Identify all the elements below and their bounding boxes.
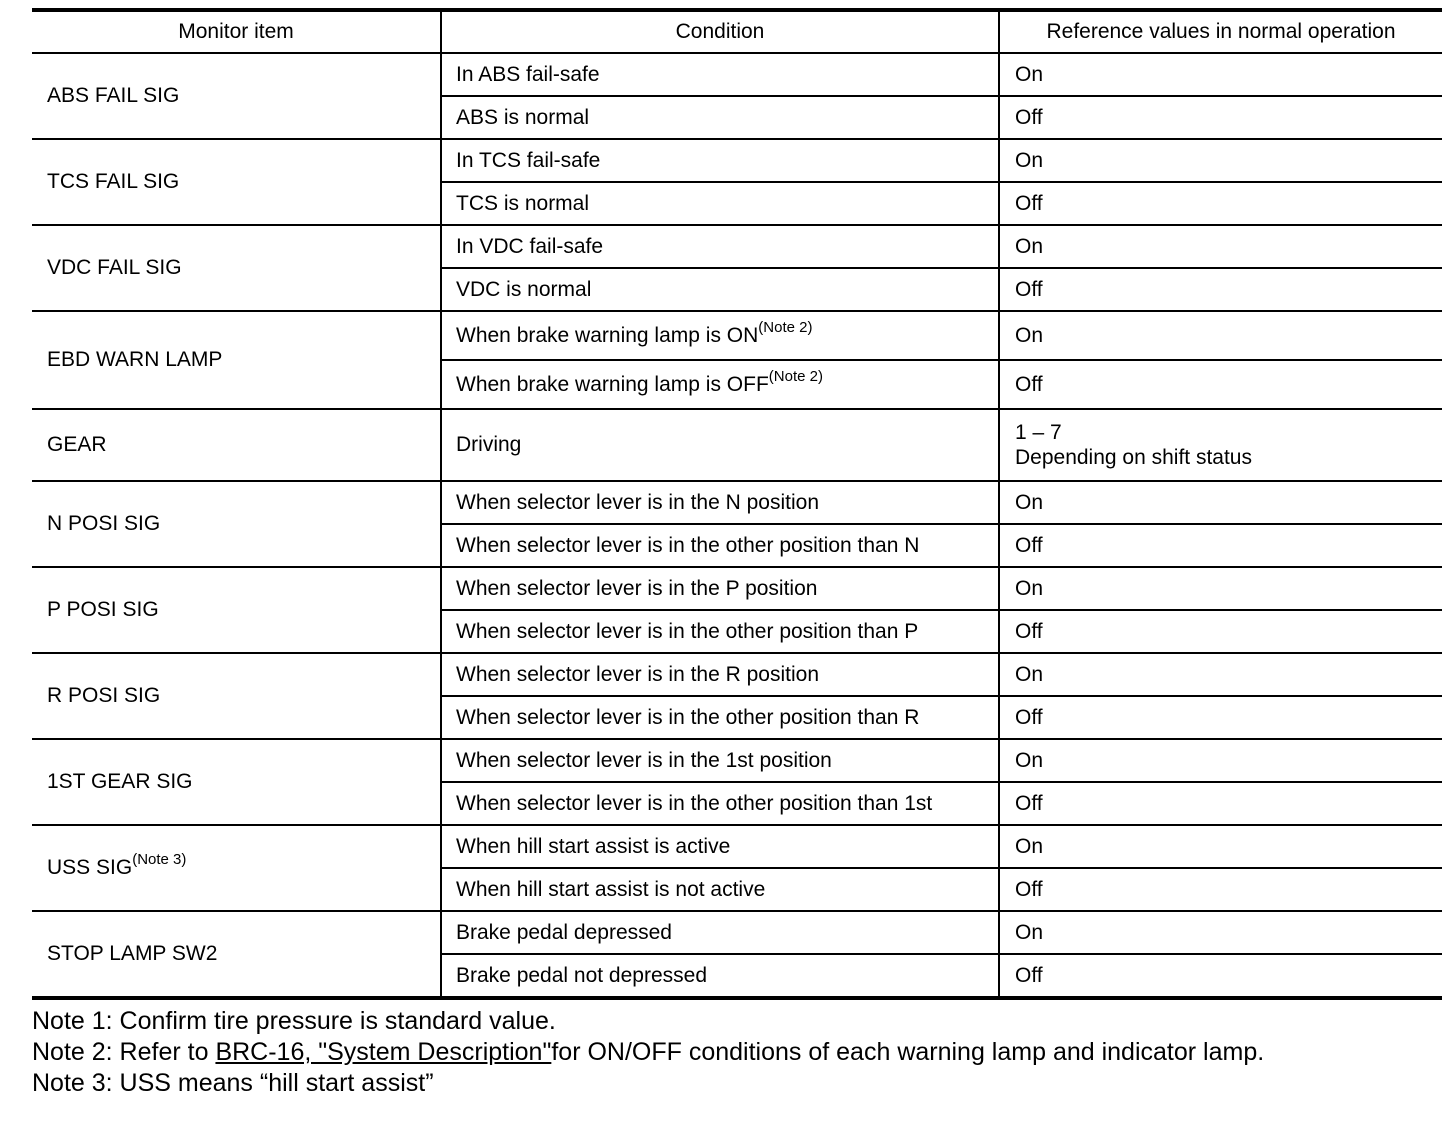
condition-cell (441, 225, 999, 268)
table-row (32, 409, 1442, 481)
condition-text: When selector lever is in the other position than R (456, 705, 920, 729)
reference-value: On (1015, 234, 1044, 258)
condition-text: ABS is normal (456, 105, 590, 129)
reference-value: Off (1015, 533, 1043, 557)
reference-value-cell (999, 782, 1442, 825)
monitor-item-label: TCS FAIL SIG (47, 170, 180, 194)
reference-value: On (1015, 62, 1044, 86)
note-ref: (Note 2) (768, 367, 823, 385)
table-row (32, 139, 1442, 182)
condition-text: When selector lever is in the P position (456, 576, 818, 600)
reference-value: Off (1015, 705, 1043, 729)
note-ref: (Note 3) (132, 851, 187, 869)
table-row (32, 739, 1442, 782)
reference-value-cell (999, 139, 1442, 182)
condition-cell (441, 53, 999, 96)
monitor-item-label: VDC FAIL SIG (47, 256, 182, 280)
condition-text: When hill start assist is not active (456, 877, 766, 901)
condition-text: When brake warning lamp is ON (456, 323, 759, 347)
condition-cell (441, 653, 999, 696)
brc-16-link[interactable]: BRC-16, "System Description" (215, 1038, 552, 1066)
reference-value-cell (999, 610, 1442, 653)
condition-text: In ABS fail-safe (456, 62, 600, 86)
condition-cell (441, 96, 999, 139)
monitor-item-label: ABS FAIL SIG (47, 84, 180, 108)
reference-value: On (1015, 748, 1044, 772)
condition-text: Brake pedal not depressed (456, 963, 708, 987)
condition-cell (441, 954, 999, 998)
monitor-item-cell (32, 409, 441, 481)
reference-value: Off (1015, 877, 1043, 901)
header-row (32, 10, 1442, 53)
reference-value-cell (999, 225, 1442, 268)
monitor-item-cell (32, 825, 441, 911)
condition-text: When selector lever is in the 1st position (456, 748, 832, 772)
document (32, 8, 1442, 1099)
reference-value-cell (999, 360, 1442, 409)
condition-cell (441, 139, 999, 182)
monitor-item-cell (32, 567, 441, 653)
monitor-item-cell (32, 53, 441, 139)
condition-text: In TCS fail-safe (456, 148, 601, 172)
reference-value: On (1015, 834, 1044, 858)
condition-text: When selector lever is in the other position than P (456, 619, 919, 643)
condition-cell (441, 825, 999, 868)
reference-value-cell (999, 182, 1442, 225)
monitor-item-cell (32, 225, 441, 311)
reference-value-cell (999, 653, 1442, 696)
monitor-item-label: R POSI SIG (47, 684, 161, 708)
reference-value: On (1015, 662, 1044, 686)
condition-cell (441, 567, 999, 610)
table-row (32, 481, 1442, 524)
condition-text: When brake warning lamp is OFF (456, 372, 769, 396)
reference-value-cell (999, 96, 1442, 139)
note-1: Note 1: Confirm tire pressure is standard value. (32, 1007, 556, 1035)
monitor-item-cell (32, 481, 441, 567)
monitor-item-cell (32, 739, 441, 825)
note-ref: (Note 2) (758, 318, 813, 336)
reference-value: On (1015, 148, 1044, 172)
reference-value: Off (1015, 791, 1043, 815)
condition-text: In VDC fail-safe (456, 234, 604, 258)
reference-value-cell (999, 53, 1442, 96)
monitor-item-label: 1ST GEAR SIG (47, 770, 193, 794)
condition-text: When selector lever is in the other position than 1st (456, 791, 933, 815)
condition-cell (441, 610, 999, 653)
condition-text: Driving (456, 433, 522, 457)
reference-value-cell (999, 739, 1442, 782)
condition-cell (441, 696, 999, 739)
condition-text: When hill start assist is active (456, 834, 731, 858)
condition-cell (441, 268, 999, 311)
monitor-item-cell (32, 311, 441, 409)
condition-cell (441, 524, 999, 567)
note-2-prefix: Note 2: Refer to (32, 1038, 216, 1066)
condition-text: When selector lever is in the R position (456, 662, 819, 686)
table-row (32, 825, 1442, 868)
condition-cell (441, 739, 999, 782)
condition-text: Brake pedal depressed (456, 920, 672, 944)
table-body (32, 53, 1442, 998)
reference-value: On (1015, 323, 1044, 347)
table-row (32, 653, 1442, 696)
reference-value-cell (999, 268, 1442, 311)
reference-value-cell (999, 567, 1442, 610)
table-row (32, 567, 1442, 610)
reference-value: Off (1015, 963, 1043, 987)
header-condition: Condition (441, 10, 999, 53)
note-2-suffix: for ON/OFF conditions of each warning lamp and indicator lamp. (551, 1038, 1265, 1066)
condition-cell (441, 409, 999, 481)
monitor-item-label: EBD WARN LAMP (47, 348, 223, 372)
condition-cell (441, 868, 999, 911)
condition-cell (441, 481, 999, 524)
reference-value-cell (999, 524, 1442, 567)
reference-value: Off (1015, 619, 1043, 643)
monitor-item-cell (32, 653, 441, 739)
reference-value-cell (999, 311, 1442, 360)
reference-value-cell (999, 825, 1442, 868)
condition-text: VDC is normal (456, 277, 592, 301)
notes-section (32, 1006, 1442, 1099)
monitor-item-cell (32, 139, 441, 225)
reference-value: Off (1015, 372, 1043, 396)
reference-value-cell (999, 911, 1442, 954)
monitor-table (32, 8, 1442, 1000)
condition-text: When selector lever is in the N position (456, 490, 819, 514)
table-row (32, 911, 1442, 954)
condition-cell (441, 311, 999, 360)
condition-text: TCS is normal (456, 191, 590, 215)
condition-cell (441, 360, 999, 409)
table-row (32, 225, 1442, 268)
reference-value: On (1015, 576, 1044, 600)
reference-value-cell (999, 481, 1442, 524)
reference-value: On (1015, 490, 1044, 514)
table-row (32, 53, 1442, 96)
reference-value-cell (999, 954, 1442, 998)
reference-value: Off (1015, 105, 1043, 129)
reference-value: 1 – 7 (1015, 420, 1062, 444)
reference-value: Off (1015, 191, 1043, 215)
condition-cell (441, 911, 999, 954)
condition-cell (441, 182, 999, 225)
header-reference: Reference values in normal operation (999, 10, 1442, 53)
reference-value: On (1015, 920, 1044, 944)
reference-value-cell (999, 696, 1442, 739)
reference-value-cell (999, 868, 1442, 911)
monitor-item-label: N POSI SIG (47, 512, 161, 536)
table-row (32, 311, 1442, 360)
reference-value-cell (999, 409, 1442, 481)
note-2 (32, 1037, 1442, 1068)
header-monitor-item: Monitor item (32, 10, 441, 53)
condition-text: When selector lever is in the other position than N (456, 533, 920, 557)
note-3: Note 3: USS means “hill start assist” (32, 1069, 434, 1097)
reference-value-detail: Depending on shift status (1015, 446, 1252, 469)
monitor-item-label: GEAR (47, 433, 107, 457)
monitor-item-label: STOP LAMP SW2 (47, 942, 218, 966)
monitor-item-cell (32, 911, 441, 998)
condition-cell (441, 782, 999, 825)
monitor-item-label: P POSI SIG (47, 598, 159, 622)
reference-value: Off (1015, 277, 1043, 301)
monitor-item-label: USS SIG (47, 856, 133, 880)
